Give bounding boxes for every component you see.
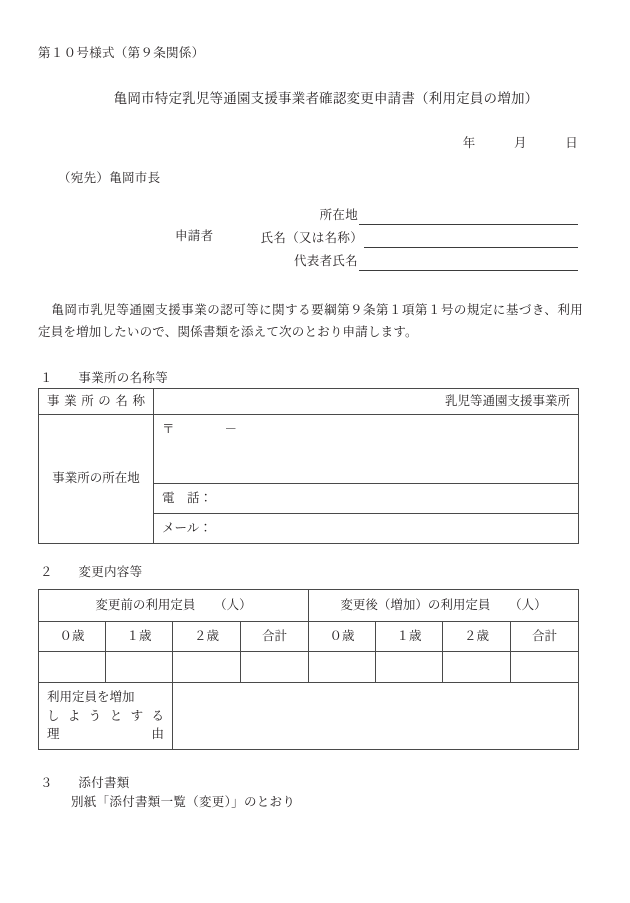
tel-label: 電 話： — [162, 489, 213, 505]
capacity-input-before-2[interactable] — [173, 651, 241, 682]
body-paragraph — [38, 299, 583, 343]
total-header-before — [241, 622, 309, 652]
section-1-heading: １ 事業所の名称等 — [40, 370, 169, 385]
age-header-before-0 — [39, 622, 106, 652]
table-row — [39, 414, 579, 483]
applicant-representative-input[interactable] — [359, 255, 578, 271]
page-title: 亀岡市特定乳児等通園支援事業者確認変更申請書（利用定員の増加） — [113, 91, 539, 107]
capacity-value — [443, 656, 510, 678]
capacity-input-before-0[interactable] — [39, 651, 106, 682]
facility-name-value-cell[interactable] — [154, 389, 579, 415]
applicant-representative-label: 代表者氏名 — [293, 253, 358, 269]
facility-name-label: 事業所の名称 — [47, 393, 145, 408]
capacity-value — [511, 656, 578, 678]
capacity-value — [39, 656, 105, 678]
applicant-address-input[interactable] — [359, 209, 578, 225]
applicant-name-label: 氏名（又は名称） — [260, 230, 363, 246]
total-label: 合計 — [532, 628, 558, 643]
reason-label-cell — [39, 682, 173, 749]
table-row — [39, 682, 579, 749]
capacity-input-after-0[interactable] — [309, 651, 376, 682]
applicant-representative-row — [38, 248, 578, 271]
capacity-input-after-1[interactable] — [376, 651, 443, 682]
capacity-after-header: 変更後（増加）の利用定員 （人） — [340, 597, 547, 613]
total-label: 合計 — [262, 628, 288, 643]
age-label: ０歳 — [59, 628, 85, 643]
reason-label-line-1: 利用定員を増加 — [47, 688, 135, 704]
capacity-after-header-cell — [309, 590, 579, 622]
capacity-total-before[interactable] — [241, 651, 309, 682]
addressee: （宛先）亀岡市長 — [58, 170, 161, 185]
postal-code-label: 〒 － — [162, 420, 238, 436]
body-line-1: 亀岡市乳児等通園支援事業の認可等に関する要綱第９条第１項第１号の規定に基づき、 — [51, 302, 558, 317]
capacity-total-after[interactable] — [511, 651, 579, 682]
table-row — [39, 389, 579, 415]
age-label: ２歳 — [464, 628, 490, 643]
age-label: ０歳 — [329, 628, 355, 643]
total-header-after — [511, 622, 579, 652]
capacity-value — [376, 656, 442, 678]
reason-label-line-2: しようとする — [47, 707, 164, 723]
table-row — [39, 590, 579, 622]
age-header-before-2 — [173, 622, 241, 652]
capacity-input-before-1[interactable] — [106, 651, 173, 682]
capacity-input-after-2[interactable] — [443, 651, 511, 682]
age-header-after-2 — [443, 622, 511, 652]
section-2-heading: ２ 変更内容等 — [40, 564, 143, 579]
facility-name-label-cell — [39, 389, 154, 415]
facility-name-suffix: 乳児等通園支援事業所 — [444, 393, 570, 408]
section-3-heading: ３ 添付書類 — [40, 775, 130, 790]
capacity-value — [106, 656, 172, 678]
age-label: ２歳 — [193, 628, 219, 643]
age-label: １歳 — [396, 628, 422, 643]
reason-label — [39, 683, 172, 749]
capacity-value — [309, 656, 375, 678]
facility-address-label-cell — [39, 414, 154, 543]
age-header-after-1 — [376, 622, 443, 652]
capacity-value — [241, 656, 308, 678]
applicant-name-row — [38, 225, 578, 248]
table-row — [39, 622, 579, 652]
reason-label-line-3: 理 由 — [47, 726, 164, 742]
reason-input-cell[interactable] — [173, 682, 579, 749]
age-header-after-0 — [309, 622, 376, 652]
facility-postal-cell[interactable] — [154, 414, 579, 483]
age-label: １歳 — [126, 628, 152, 643]
facility-mail-cell[interactable] — [154, 513, 579, 543]
applicant-block — [38, 202, 578, 271]
applicant-address-label: 所在地 — [319, 207, 358, 223]
body-line-2: 利用定員を増加したいので、関係書類を添えて次のとおり申請します。 — [38, 302, 583, 339]
form-number: 第１０号様式（第９条関係） — [38, 45, 205, 60]
applicant-address-row — [38, 202, 578, 225]
capacity-value — [173, 656, 240, 678]
section-3-detail: 別紙「添付書類一覧（変更）」のとおり — [71, 794, 296, 809]
capacity-before-header-cell — [39, 590, 309, 622]
date-line: 年 月 日 — [462, 135, 578, 150]
facility-info-table — [38, 388, 579, 544]
age-header-before-1 — [106, 622, 173, 652]
facility-address-label: 事業所の所在地 — [52, 470, 140, 486]
reason-value — [173, 707, 578, 725]
capacity-change-table — [38, 589, 579, 750]
capacity-before-header: 変更前の利用定員 （人） — [95, 597, 252, 613]
facility-tel-cell[interactable] — [154, 483, 579, 513]
table-row — [39, 651, 579, 682]
mail-label: メール： — [162, 519, 212, 535]
applicant-word: 申請者 — [175, 228, 214, 243]
applicant-name-input[interactable] — [364, 232, 578, 248]
